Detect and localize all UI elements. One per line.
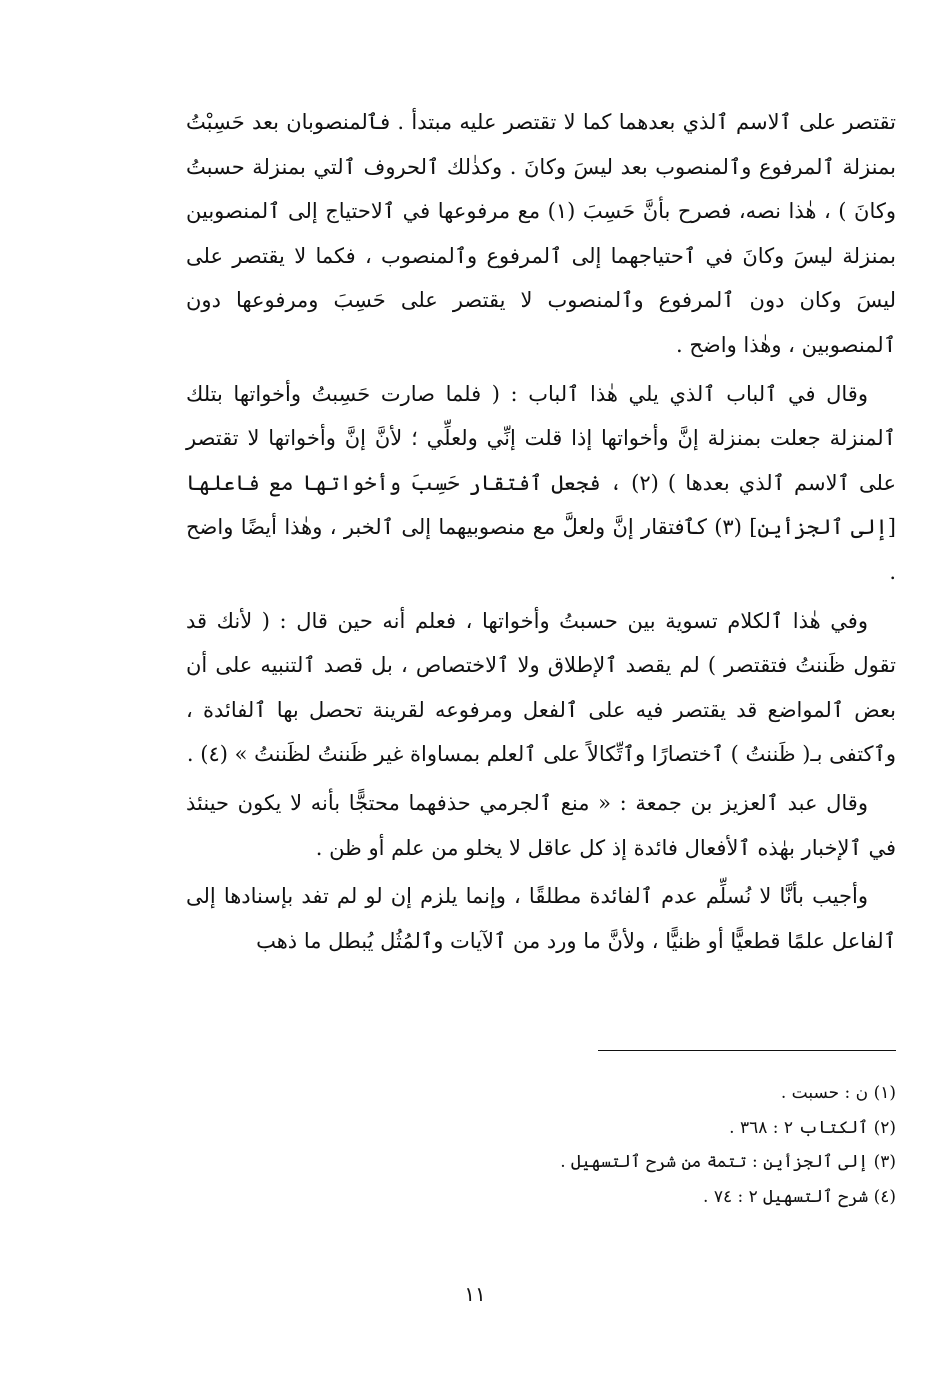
footnotes [500,1076,896,1214]
footnote-4: (٤) شرح ٱلتسهيل ٢ : ٧٤ . [703,1186,896,1207]
paragraph-4: وقال عبد ٱلعزيز بن جمعة : « منع ٱلجرمي حذفهما محتجًّا بأنه لا يكون حينئذ في ٱلإخبار بهٰذه ٱلأفعال فائدة إذ كل عاقل لا يخلو من علم أو ظن . [186,790,896,860]
paragraph-3: وفي هٰذا ٱلكلام تسوية بين حسبتُ وأخواتها ، فعلم أنه حين قال : ( لأنك قد تقول ظَننتُ فتقتصر ) لم يقصد ٱلإطلاق ولا ٱلاختصاص ، بل قصد ٱلتنبيه على أن بعض ٱلمواضع قد يقتصر فيه على ٱلفعل ومرفوعه لقرينة تحصل بها ٱلفائدة ، وٱكتفى بـ( ظَننتُ ) ٱختصارًا وٱتِّكالاً على ٱلعلم بمساواة غير ظَننتُ لظَننتُ » (٤) . [186,608,896,767]
main-text [186,100,896,963]
footnote-2: (٢) ٱلكتاب ٢ : ٣٦٨ . [729,1117,896,1138]
page-number: ١١ [464,1282,486,1306]
paragraph-2: وقال في ٱلباب ٱلذي يلي هٰذا ٱلباب : ( فلما صارت حَسِبتُ وأخواتها بتلك ٱلمنزلة جعلت بمنزلة إنَّ وأخواتها إذا قلت إنِّي ولعلِّي ؛ لأنَّ إنَّ وأخواتها لا تقتصر على ٱلاسم ٱلذي بعدها ) (٢) ، فجعل ٱفتقار حَسِبَ وأخواتها مع فاعلها [إلى ٱلجزأين] (٣) كٱفتقار إنَّ ولعلَّ مع منصوبيهما إلى ٱلخبر ، وهٰذا أيضًا واضح . [186,381,896,584]
footnote-1: (١) ن : حسبت . [780,1083,896,1103]
footnote-divider [598,1050,896,1051]
footnote-3: (٣) إلى ٱلجزأين : تتمة من شرح ٱلتسهيل . [560,1152,896,1173]
paragraph-1: تقتصر على ٱلاسم ٱلذي بعدهما كما لا تقتصر عليه مبتدأ . فٱلمنصوبان بعد حَسِبْتُ بمنزلة ٱلمرفوع وٱلمنصوب بعد ليسَ وكانَ . وكذٰلك ٱلحروف ٱلتي بمنزلة حسبتُ وكانَ ) ، هٰذا نصه، فصرح بأنَّ حَسِبَ (١) مع مرفوعها في ٱلاحتياج إلى ٱلمنصوبين بمنزلة ليسَ وكانَ في ٱحتياجهما إلى ٱلمرفوع وٱلمنصوب ، فكما لا يقتصر على ليسَ وكان دون ٱلمرفوع وٱلمنصوب لا يقتصر على حَسِبَ ومرفوعها دون ٱلمنصوبين ، وهٰذا واضح . [186,110,896,357]
paragraph-5: وأجيب بأنَّا لا نُسلِّم عدم ٱلفائدة مطلقًا ، وإنما يلزم إن لو لم تفد بإسنادها إلى ٱلفاعل علمًا قطعيًّا أو ظنيًّا ، ولأنَّ ما ورد من ٱلآيات وٱلمُثُل يُبطل ما ذهب [186,884,896,953]
